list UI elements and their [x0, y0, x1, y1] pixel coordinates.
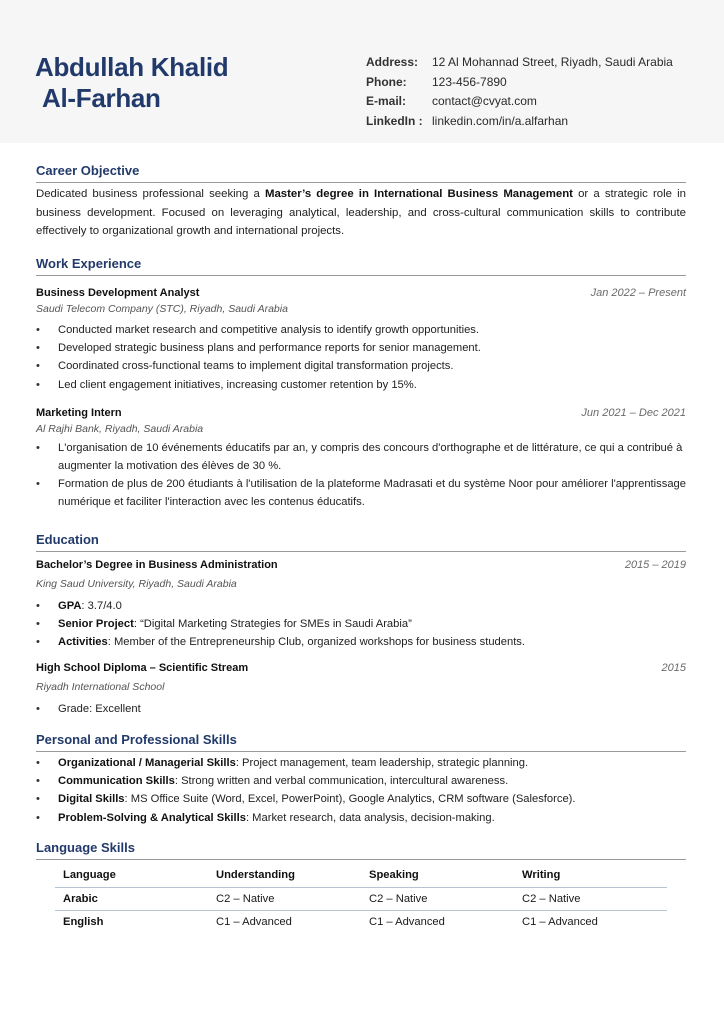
list-item — [36, 809, 686, 827]
list-item: • Conducted market research and competitive analysis to identify growth opportunities. — [36, 321, 686, 339]
skill-label: Digital Skills — [58, 793, 125, 806]
contact-label: E-mail: — [366, 94, 407, 108]
skill-label: Communication Skills — [58, 775, 175, 788]
resume-header — [0, 0, 724, 143]
table-cell: C1 – Advanced — [514, 910, 667, 933]
table-row — [55, 910, 667, 933]
education-date: 2015 – 2019 — [624, 559, 686, 571]
bullet-text: : “Digital Marketing Strategies for SMEs in Saudi Arabia” — [133, 618, 412, 631]
list-item — [36, 754, 686, 772]
work-experience-section — [36, 254, 686, 512]
job-title: Marketing Intern — [36, 406, 122, 419]
job-bullets — [36, 439, 686, 512]
education-date: 2015 — [661, 661, 686, 674]
table-cell: C2 – Native — [514, 887, 667, 910]
candidate-name — [35, 52, 228, 114]
table-cell: C2 – Native — [361, 887, 514, 910]
column-header: Speaking — [369, 869, 419, 882]
list-item — [36, 633, 686, 651]
section-title: Career Objective — [36, 163, 140, 178]
contact-label: LinkedIn : — [366, 113, 423, 128]
language-name: English — [55, 910, 208, 933]
list-item — [36, 772, 686, 790]
column-header: Writing — [522, 869, 561, 882]
bullet-text: : Member of the Entrepreneurship Club, organized workshops for business students. — [107, 636, 526, 649]
skill-label: Problem-Solving & Analytical Skills — [58, 811, 246, 824]
job-date: Jun 2021 – Dec 2021 — [581, 406, 686, 419]
list-item — [36, 790, 686, 808]
section-divider — [36, 182, 686, 183]
language-name: Arabic — [55, 887, 208, 910]
skills-list — [36, 754, 686, 827]
contact-value: 12 Al Mohannad Street, Riyadh, Saudi Arabia — [432, 55, 673, 69]
education-bullets — [36, 700, 686, 718]
bullet-label: Senior Project — [58, 618, 134, 631]
job-date: Jan 2022 – Present — [590, 287, 686, 299]
education-bullets — [36, 597, 686, 652]
list-item: • Formation de plus de 200 étudiants à l'utilisation de la plateforme Madrasati et du système Noor pour améliorer l'apprentissage numérique et faciliter l'interaction avec les contenus éducatifs. — [36, 475, 686, 511]
job-header — [36, 285, 686, 301]
contact-phone — [366, 73, 673, 93]
language-skills-section — [36, 838, 686, 860]
objective-text — [36, 185, 686, 241]
contact-linkedin — [366, 112, 673, 132]
contact-value[interactable]: contact@cvyat.com — [432, 94, 537, 108]
school-name: Riyadh International School — [36, 680, 165, 693]
skill-text: : Strong written and verbal communication, intercultural awareness. — [174, 775, 509, 788]
section-title: Education — [36, 532, 99, 547]
job-entry — [36, 405, 686, 512]
contact-label: Address: — [366, 55, 419, 69]
job-bullets — [36, 321, 686, 394]
skill-text: : MS Office Suite (Word, Excel, PowerPoint), Google Analytics, CRM software (Salesforce). — [124, 793, 576, 806]
table-row — [55, 887, 667, 910]
contact-email — [366, 92, 673, 112]
contact-address — [366, 53, 673, 73]
bullet-text: : 3.7/4.0 — [81, 600, 122, 612]
table-cell: C1 – Advanced — [361, 910, 514, 933]
list-item: • Coordinated cross-functional teams to implement digital transformation projects. — [36, 357, 686, 375]
school-name: King Saud University, Riyadh, Saudi Arabia — [36, 578, 237, 590]
name-line-2: Al-Farhan — [42, 83, 161, 113]
objective-text-end: or a strategic role in business development. Focused on leveraging analytical, leadership, and cross-cultural communication skills to contribute effectively to organizational growth and international projects. — [36, 188, 687, 237]
contact-value: 123-456-7890 — [432, 74, 507, 89]
skill-label: Organizational / Managerial Skills — [58, 757, 236, 769]
list-item: • Developed strategic business plans and performance reports for senior management. — [36, 339, 686, 357]
education-entry — [36, 660, 686, 718]
bullet-label: GPA — [58, 600, 82, 612]
education-section — [36, 530, 686, 718]
contact-info — [366, 53, 673, 131]
job-company: Saudi Telecom Company (STC), Riyadh, Saudi Arabia — [36, 303, 288, 315]
skill-text: : Market research, data analysis, decision-making. — [245, 811, 495, 824]
section-title: Work Experience — [36, 256, 142, 271]
section-title: Language Skills — [36, 840, 135, 855]
bullet-label: Activities — [58, 636, 108, 649]
objective-text-bold: Master’s degree in International Business Management — [264, 188, 573, 200]
objective-text-start: Dedicated business professional seeking a — [36, 188, 265, 200]
section-divider — [36, 275, 686, 276]
list-item: • L'organisation de 10 événements éducatifs par an, y compris des concours d'orthographe et de littérature, ce qui a contribué à augmenter la motivation des élèves de 30 %. — [36, 439, 686, 475]
career-objective-section — [36, 161, 686, 241]
list-item — [36, 700, 686, 718]
bullet-text: Grade: Excellent — [58, 702, 141, 715]
list-item: • Led client engagement initiatives, increasing customer retention by 15%. — [36, 376, 686, 394]
section-divider — [36, 751, 686, 752]
column-header: Language — [63, 869, 116, 882]
list-item — [36, 615, 686, 633]
job-header — [36, 405, 686, 421]
section-title: Personal and Professional Skills — [36, 732, 237, 747]
education-entry — [36, 557, 686, 652]
job-title: Business Development Analyst — [36, 287, 200, 299]
skills-section — [36, 730, 686, 827]
degree-title: Bachelor’s Degree in Business Administration — [36, 559, 278, 571]
table-header-row — [55, 864, 667, 887]
degree-title: High School Diploma – Scientific Stream — [36, 661, 249, 674]
table-cell: C1 – Advanced — [208, 910, 361, 933]
contact-value[interactable]: linkedin.com/in/a.alfarhan — [432, 113, 569, 128]
job-company: Al Rajhi Bank, Riyadh, Saudi Arabia — [36, 422, 204, 435]
name-line-1: Abdullah Khalid — [35, 52, 229, 82]
column-header: Understanding — [216, 869, 295, 882]
education-header — [36, 557, 686, 573]
section-divider — [36, 859, 686, 860]
language-table — [55, 864, 667, 933]
contact-label: Phone: — [366, 74, 407, 89]
job-entry — [36, 285, 686, 394]
list-item — [36, 597, 686, 615]
education-header — [36, 660, 686, 676]
skill-text: : Project management, team leadership, strategic planning. — [235, 757, 529, 769]
table-cell: C2 – Native — [208, 887, 361, 910]
section-divider — [36, 551, 686, 552]
